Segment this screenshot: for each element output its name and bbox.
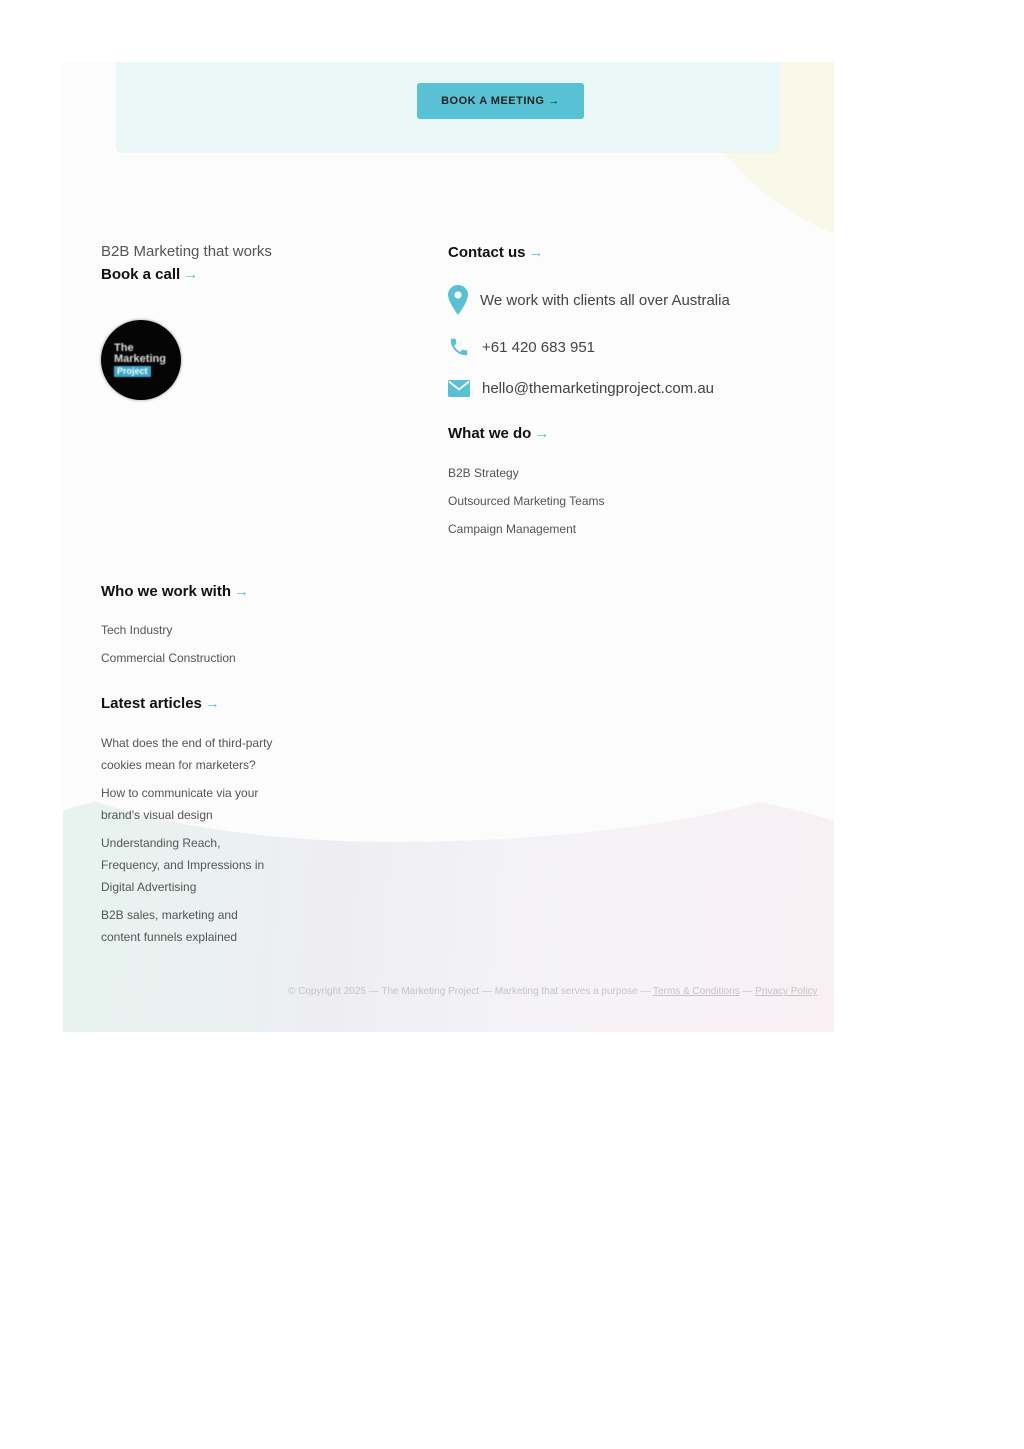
- contact-heading: Contact us: [448, 244, 526, 261]
- article-link[interactable]: Understanding Reach, Frequency, and Impressions in Digital Advertising: [101, 836, 265, 894]
- article-link[interactable]: B2B sales, marketing and content funnels explained: [101, 908, 238, 944]
- email-text: hello@themarketingproject.com.au: [482, 380, 715, 397]
- latest-articles-heading-link[interactable]: [101, 695, 220, 712]
- what-we-do-heading: What we do: [448, 425, 532, 442]
- article-link[interactable]: What does the end of third-party cookies mean for marketers?: [101, 736, 273, 772]
- arrow-right-icon: →: [528, 244, 544, 261]
- contact-heading-link[interactable]: [448, 244, 544, 261]
- cta-banner: [116, 62, 780, 153]
- arrow-right-icon: →: [548, 95, 560, 107]
- company-logo[interactable]: [101, 320, 181, 400]
- list-item[interactable]: Outsourced Marketing Teams: [448, 494, 605, 508]
- who-we-work-with-list: [101, 619, 236, 669]
- arrow-right-icon: →: [534, 425, 550, 442]
- location-text: We work with clients all over Australia: [480, 291, 730, 309]
- phone-icon: [448, 336, 470, 358]
- logo-text-line3: Project: [114, 366, 151, 377]
- who-we-work-with-heading-link[interactable]: [101, 583, 249, 600]
- map-pin-icon: [448, 285, 468, 315]
- arrow-right-icon: →: [234, 583, 249, 600]
- book-call-link[interactable]: [101, 266, 198, 283]
- latest-articles-list: [101, 732, 276, 948]
- privacy-link[interactable]: Privacy Policy: [755, 986, 818, 997]
- arrow-right-icon: →: [183, 266, 199, 283]
- list-item[interactable]: B2B Strategy: [448, 466, 519, 480]
- footer-tagline: B2B Marketing that works: [101, 243, 272, 260]
- footer-separator: —: [739, 986, 756, 997]
- phone-row[interactable]: [448, 336, 595, 358]
- copyright-text: © Copyright 2025 — The Marketing Project — Marketing that serves a purpose —: [288, 986, 651, 997]
- copyright-bar: [288, 986, 817, 997]
- logo-text-line1: The: [114, 342, 134, 354]
- location-row: [448, 285, 730, 315]
- list-item[interactable]: Tech Industry: [101, 623, 173, 637]
- arrow-right-icon: →: [204, 695, 220, 712]
- envelope-icon: [448, 380, 470, 397]
- who-we-work-with-heading: Who we work with: [101, 583, 231, 600]
- book-call-label: Book a call: [101, 266, 181, 283]
- book-meeting-label: BOOK A MEETING: [441, 95, 545, 107]
- what-we-do-list: [448, 462, 605, 540]
- list-item[interactable]: Commercial Construction: [101, 651, 236, 665]
- site-footer: [63, 62, 834, 1032]
- phone-text: +61 420 683 951: [482, 338, 596, 356]
- email-row[interactable]: [448, 380, 714, 397]
- book-meeting-button[interactable]: [417, 83, 584, 119]
- what-we-do-heading-link[interactable]: [448, 425, 549, 442]
- latest-articles-heading: Latest articles: [101, 695, 202, 712]
- terms-link[interactable]: Terms & Conditions: [652, 986, 740, 997]
- article-link[interactable]: How to communicate via your brand's visual design: [101, 786, 259, 822]
- list-item[interactable]: Campaign Management: [448, 522, 577, 536]
- logo-text-line2: Marketing: [114, 353, 166, 365]
